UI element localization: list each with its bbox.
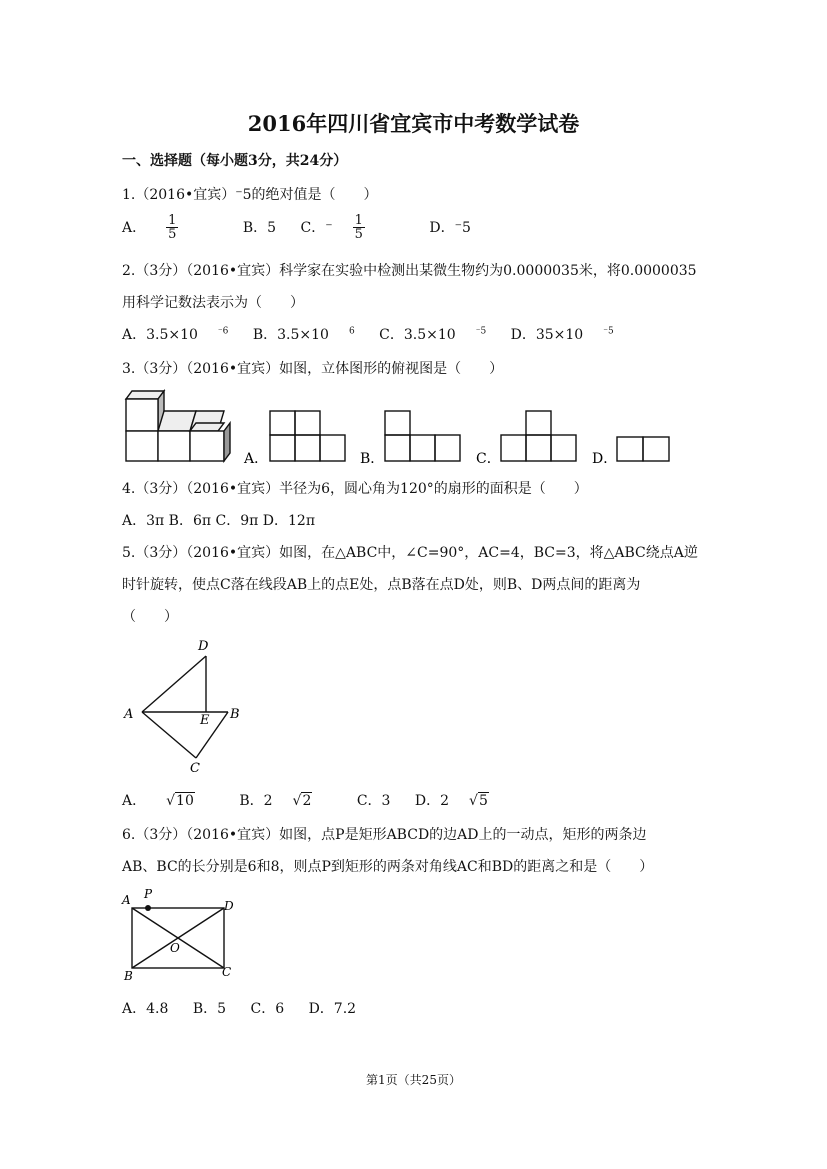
q5-triangle-figure <box>118 636 258 776</box>
q1-options <box>122 214 491 241</box>
q6-label-p: P <box>144 887 153 901</box>
page-title: 2016年四川省宜宾市中考数学试卷 <box>247 111 580 136</box>
q6-option-d: D．7.2 <box>308 1001 357 1017</box>
q4-stem: 4.（3分）（2016•宜宾）半径为6，圆心角为120°的扇形的面积是（ ） <box>122 481 588 497</box>
q5-label-d: D <box>198 639 209 654</box>
q2-options <box>122 324 634 344</box>
q6-options <box>122 998 376 1018</box>
q5-option-c: C．3 <box>356 793 391 809</box>
q5-label-c: C <box>190 761 200 776</box>
q2-option-a: A．3.5×10 $^{^-6}$ <box>122 326 229 343</box>
q2-stem-line1: 2.（3分）（2016•宜宾）科学家在实验中检测出某微生物约为0.0000035米，将0.0000035 <box>122 263 697 279</box>
q5-label-b: B <box>230 707 240 722</box>
q1-option-c: C．⁻ $\frac{1}{5}$ <box>300 213 363 242</box>
q1-option-b: B．5 <box>242 219 277 236</box>
q3-figures <box>120 385 680 470</box>
q1-stem: 1.（2016•宜宾）⁻5的绝对值是（ ） <box>122 187 378 203</box>
q3-option-a-label: A． <box>244 451 269 467</box>
q5-stem-line1: 5.（3分）（2016•宜宾）如图，在△ABC中，∠C=90°，AC=4，BC=3，将△ABC绕点A逆 <box>122 545 698 561</box>
q3-option-b-figure <box>385 411 460 461</box>
q5-option-b: B．2 √2 <box>239 793 312 809</box>
q6-rectangle-figure <box>118 884 248 984</box>
q3-stem: 3.（3分）（2016•宜宾）如图，立体图形的俯视图是（ ） <box>122 361 504 377</box>
q6-stem-line2: AB、BC的长分别是6和8，则点P到矩形的两条对角线AC和BD的距离之和是（ ） <box>122 859 654 875</box>
q5-stem-line2: 时针旋转，使点C落在线段AB上的点E处，点B落在点D处，则B、D两点间的距离为 <box>122 577 641 593</box>
q2-stem-line2: 用科学记数法表示为（ ） <box>122 295 304 311</box>
q3-option-a-figure <box>270 411 345 461</box>
q5-option-d: D．2 √5 <box>414 793 488 809</box>
section-heading: 一、选择题（每小题3分，共24分） <box>122 153 348 169</box>
q6-option-b: B．5 <box>192 1001 227 1017</box>
q3-option-b-label: B． <box>360 451 385 467</box>
q6-option-a: A．4.8 <box>122 1001 169 1017</box>
q2-option-b: B．3.5×10 $^6$ <box>252 326 355 343</box>
q2-option-c: C．3.5×10 $^{^-5}$ <box>379 326 487 343</box>
page-footer: 第1页（共25页） <box>366 1073 461 1087</box>
q4-options: A．3π B．6π C．9π D．12π <box>122 513 316 529</box>
q2-option-d: D．35×10 $^{^-5}$ <box>510 326 614 343</box>
q5-label-a: A <box>124 707 134 722</box>
q3-option-c-label: C． <box>476 451 501 467</box>
q6-label-o: O <box>170 941 180 955</box>
q6-label-c: C <box>222 965 232 979</box>
q3-option-d-figure <box>617 437 669 461</box>
q6-label-b: B <box>124 969 133 983</box>
q5-stem-line3: （ ） <box>122 609 178 625</box>
q1-option-a: A． $\frac{1}{5}$ <box>122 213 177 242</box>
q5-label-e: E <box>200 713 210 728</box>
q3-solid-figure <box>126 391 230 461</box>
q3-option-d-label: D． <box>592 451 618 467</box>
q6-point-p <box>145 905 151 911</box>
q3-option-c-figure <box>501 411 576 461</box>
q6-stem-line1: 6.（3分）（2016•宜宾）如图，点P是矩形ABCD的边AD上的一动点，矩形的两条边 <box>122 827 647 843</box>
q6-label-a: A <box>122 893 131 907</box>
q6-option-c: C．6 <box>250 1001 285 1017</box>
q6-label-d: D <box>224 899 234 913</box>
q5-options <box>122 790 529 810</box>
q1-option-d: D．⁻5 <box>429 219 471 236</box>
q5-option-a: A． √10 <box>122 793 194 809</box>
